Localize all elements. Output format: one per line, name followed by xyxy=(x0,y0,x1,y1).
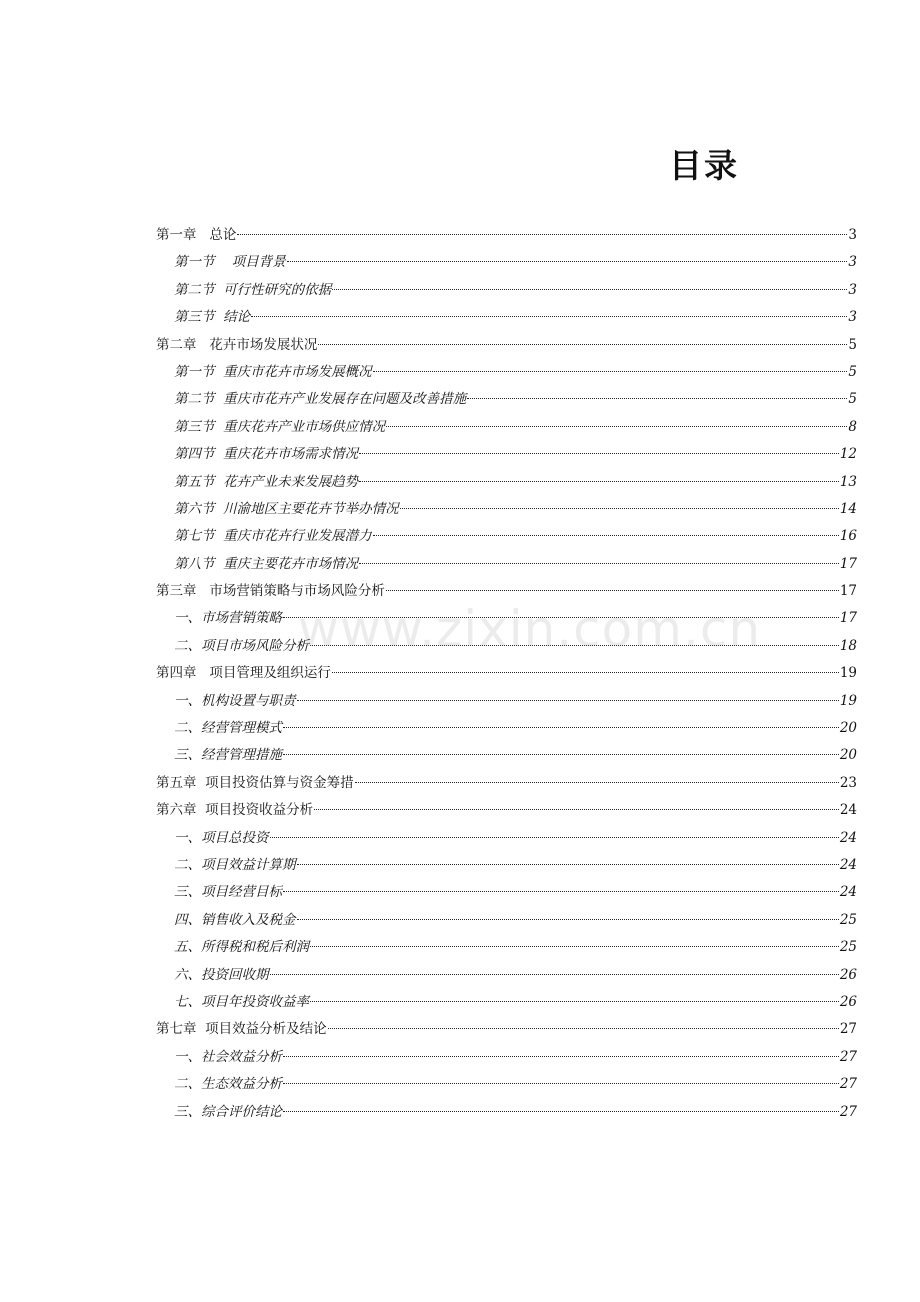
toc-dot-leader xyxy=(270,974,839,975)
toc-entry-label: 第三节 重庆花卉产业市场供应情况 xyxy=(174,418,386,435)
toc-entry-label: 第一章 总论 xyxy=(156,227,237,243)
toc-page-number: 19 xyxy=(839,692,857,709)
toc-entry-label: 第五节 花卉产业未来发展趋势 xyxy=(174,473,359,490)
toc-dot-leader xyxy=(283,1056,839,1057)
page-title: 目录 xyxy=(669,146,739,185)
toc-page-number: 14 xyxy=(839,500,857,517)
toc-page-number: 20 xyxy=(839,747,857,764)
toc-dot-leader xyxy=(359,481,839,482)
toc-dot-leader xyxy=(310,946,839,947)
toc-entry-label: 第五章 项目投资估算与资金筹措 xyxy=(156,774,354,791)
toc-section-entry[interactable] xyxy=(156,304,857,331)
toc-entry-label: 第二章 花卉市场发展状况 xyxy=(156,336,318,353)
toc-entry-label: 三、经营管理措施 xyxy=(174,747,282,764)
toc-entry-label: 二、项目市场风险分析 xyxy=(174,637,309,654)
toc-section-entry[interactable] xyxy=(156,1044,857,1071)
toc-page-number: 17 xyxy=(839,583,857,600)
toc-entry-label: 一、市场营销策略 xyxy=(174,610,282,627)
toc-dot-leader xyxy=(287,261,848,262)
toc-dot-leader xyxy=(355,782,839,783)
toc-chapter-entry[interactable] xyxy=(156,797,857,824)
toc-section-entry[interactable] xyxy=(156,688,857,715)
toc-page-number: 27 xyxy=(839,1076,857,1093)
toc-dot-leader xyxy=(283,1111,839,1112)
toc-page-number: 13 xyxy=(839,473,857,490)
toc-page-number: 20 xyxy=(839,720,857,737)
toc-dot-leader xyxy=(386,590,839,591)
toc-section-entry[interactable] xyxy=(156,605,857,632)
toc-dot-leader xyxy=(373,535,839,536)
toc-entry-label: 五、所得税和税后利润 xyxy=(174,939,309,956)
toc-page-number: 5 xyxy=(848,363,857,380)
toc-chapter-entry[interactable] xyxy=(156,332,857,359)
toc-entry-label: 二、经营管理模式 xyxy=(174,720,282,737)
toc-page-number: 25 xyxy=(839,911,857,928)
toc-dot-leader xyxy=(310,645,839,646)
toc-section-entry[interactable] xyxy=(156,523,857,550)
toc-page-number: 26 xyxy=(839,966,857,983)
toc-page-number: 24 xyxy=(839,856,857,873)
toc-page-number: 3 xyxy=(848,309,857,326)
table-of-contents xyxy=(156,222,857,1126)
toc-section-entry[interactable] xyxy=(156,386,857,413)
toc-page-number: 24 xyxy=(839,884,857,901)
toc-section-entry[interactable] xyxy=(156,1099,857,1126)
toc-section-entry[interactable] xyxy=(156,496,857,523)
toc-page-number: 17 xyxy=(839,610,857,627)
toc-entry-label: 第二节 重庆市花卉产业发展存在问题及改善措施 xyxy=(174,391,467,408)
toc-entry-label: 一、机构设置与职责 xyxy=(174,692,296,709)
toc-entry-label: 第八节 重庆主要花卉市场情况 xyxy=(174,555,359,572)
toc-page-number: 24 xyxy=(839,829,857,846)
toc-page-number: 18 xyxy=(839,637,857,654)
toc-chapter-entry[interactable] xyxy=(156,222,857,249)
toc-dot-leader xyxy=(283,1083,839,1084)
toc-dot-leader xyxy=(283,617,839,618)
toc-dot-leader xyxy=(270,837,839,838)
toc-entry-label: 第四节 重庆花卉市场需求情况 xyxy=(174,446,359,463)
toc-dot-leader xyxy=(400,508,839,509)
toc-page-number: 3 xyxy=(848,227,857,243)
toc-chapter-entry[interactable] xyxy=(156,578,857,605)
toc-section-entry[interactable] xyxy=(156,825,857,852)
toc-dot-leader xyxy=(386,426,847,427)
toc-dot-leader xyxy=(283,754,839,755)
toc-entry-label: 第六章 项目投资收益分析 xyxy=(156,802,314,819)
toc-dot-leader xyxy=(332,672,839,673)
toc-dot-leader xyxy=(318,344,847,345)
toc-section-entry[interactable] xyxy=(156,633,857,660)
toc-entry-label: 三、综合评价结论 xyxy=(174,1103,282,1120)
toc-section-entry[interactable] xyxy=(156,1071,857,1098)
toc-entry-label: 二、项目效益计算期 xyxy=(174,856,296,873)
toc-chapter-entry[interactable] xyxy=(156,1016,857,1043)
toc-dot-leader xyxy=(314,809,839,810)
toc-entry-label: 第二节 可行性研究的依据 xyxy=(174,281,332,298)
watermark: www.zixin.com.cn xyxy=(298,600,762,658)
toc-entry-label: 第七节 重庆市花卉行业发展潜力 xyxy=(174,528,372,545)
toc-chapter-entry[interactable] xyxy=(156,660,857,687)
toc-dot-leader xyxy=(297,864,839,865)
toc-entry-label: 七、项目年投资收益率 xyxy=(174,993,309,1010)
toc-entry-label: 一、项目总投资 xyxy=(174,829,269,846)
toc-entry-label: 三、项目经营目标 xyxy=(174,884,282,901)
toc-dot-leader xyxy=(283,891,839,892)
toc-entry-label: 第七章 项目效益分析及结论 xyxy=(156,1021,327,1038)
toc-section-entry[interactable] xyxy=(156,249,857,276)
toc-dot-leader xyxy=(332,289,847,290)
toc-section-entry[interactable] xyxy=(156,414,857,441)
toc-entry-label: 二、生态效益分析 xyxy=(174,1076,282,1093)
toc-section-entry[interactable] xyxy=(156,934,857,961)
toc-page-number: 26 xyxy=(839,993,857,1010)
toc-section-entry[interactable] xyxy=(156,852,857,879)
toc-page-number: 3 xyxy=(848,281,857,298)
toc-chapter-entry[interactable] xyxy=(156,770,857,797)
toc-page-number: 27 xyxy=(839,1048,857,1065)
toc-page-number: 25 xyxy=(839,939,857,956)
toc-entry-label: 第四章 项目管理及组织运行 xyxy=(156,665,331,682)
toc-page-number: 27 xyxy=(839,1021,857,1038)
toc-page-number: 16 xyxy=(839,528,857,545)
toc-page-number: 12 xyxy=(839,446,857,463)
toc-dot-leader xyxy=(310,1001,839,1002)
toc-entry-label: 第三节 结论 xyxy=(174,309,251,326)
toc-page-number: 3 xyxy=(848,254,857,271)
toc-section-entry[interactable] xyxy=(156,359,857,386)
toc-dot-leader xyxy=(237,234,847,235)
toc-section-entry[interactable] xyxy=(156,277,857,304)
toc-dot-leader xyxy=(297,919,839,920)
toc-entry-label: 一、社会效益分析 xyxy=(174,1048,282,1065)
toc-section-entry[interactable] xyxy=(156,469,857,496)
toc-page-number: 23 xyxy=(839,774,857,791)
toc-entry-label: 六、投资回收期 xyxy=(174,966,269,983)
toc-dot-leader xyxy=(359,563,839,564)
toc-dot-leader xyxy=(297,700,839,701)
toc-entry-label: 第六节 川渝地区主要花卉节举办情况 xyxy=(174,500,399,517)
toc-section-entry[interactable] xyxy=(156,441,857,468)
toc-section-entry[interactable] xyxy=(156,879,857,906)
toc-page-number: 5 xyxy=(848,336,857,353)
toc-entry-label: 第一节 项目背景 xyxy=(174,254,286,271)
toc-entry-label: 第三章 市场营销策略与市场风险分析 xyxy=(156,583,385,600)
toc-dot-leader xyxy=(359,453,839,454)
toc-page-number: 8 xyxy=(848,418,857,435)
toc-page-number: 5 xyxy=(848,391,857,408)
toc-entry-label: 四、销售收入及税金 xyxy=(174,911,296,928)
toc-section-entry[interactable] xyxy=(156,551,857,578)
toc-page-number: 27 xyxy=(839,1103,857,1120)
toc-dot-leader xyxy=(328,1028,839,1029)
toc-dot-leader xyxy=(467,398,847,399)
toc-entry-label: 第一节 重庆市花卉市场发展概况 xyxy=(174,363,372,380)
toc-section-entry[interactable] xyxy=(156,742,857,769)
toc-page-number: 19 xyxy=(839,665,857,682)
toc-page-number: 24 xyxy=(839,802,857,819)
toc-dot-leader xyxy=(251,316,847,317)
toc-section-entry[interactable] xyxy=(156,962,857,989)
toc-section-entry[interactable] xyxy=(156,715,857,742)
toc-dot-leader xyxy=(283,727,839,728)
toc-section-entry[interactable] xyxy=(156,907,857,934)
toc-dot-leader xyxy=(373,371,848,372)
toc-page-number: 17 xyxy=(839,555,857,572)
toc-section-entry[interactable] xyxy=(156,989,857,1016)
